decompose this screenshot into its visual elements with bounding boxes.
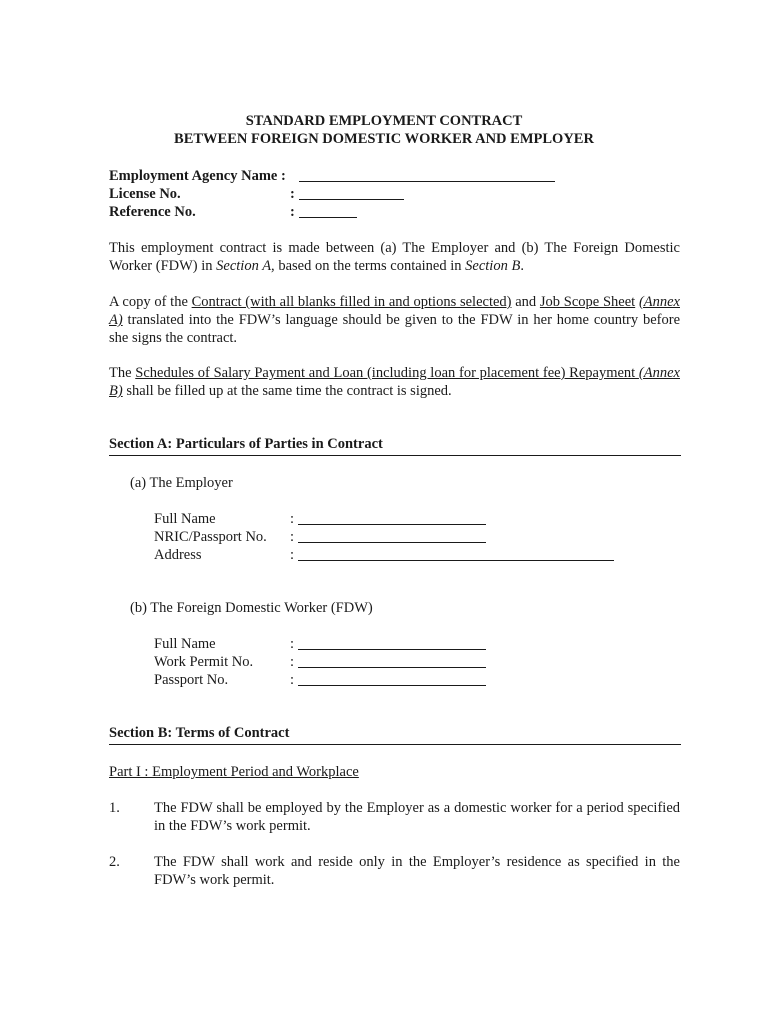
employer-full-name-blank[interactable]: [298, 510, 486, 525]
license-label: License No.: [109, 186, 181, 202]
intro-paragraph-1: This employment contract is made between (a) The Employer and (b) The Foreign Domestic Worker (FDW) in Section A, based on the terms contained in Section B.: [109, 240, 680, 274]
intro-paragraph-3: The Schedules of Salary Payment and Loan (including loan for placement fee) Repayment (Annex B) shall be filled up at the same time the contract is signed.: [109, 365, 680, 399]
employer-heading: (a) The Employer: [130, 475, 233, 491]
agency-name-label: Employment Agency Name :: [109, 168, 286, 184]
clause-2-text: The FDW shall work and reside only in the Employer’s residence as specified in the FDW’s work permit.: [154, 854, 680, 888]
fdw-work-permit-label: Work Permit No.: [154, 654, 254, 670]
intro-paragraph-2: A copy of the Contract (with all blanks filled in and options selected) and Job Scope Sheet (Annex A) translated into the FDW’s language should be given to the FDW in her home country before she signs the contract.: [109, 294, 680, 346]
reference-blank[interactable]: [299, 203, 357, 218]
employer-nric-blank[interactable]: [298, 528, 486, 543]
fdw-full-name-colon: :: [290, 636, 295, 652]
fdw-heading: (b) The Foreign Domestic Worker (FDW): [130, 600, 373, 616]
contract-title-line2: BETWEEN FOREIGN DOMESTIC WORKER AND EMPLOYER: [174, 131, 594, 147]
license-colon: :: [290, 186, 295, 202]
employer-nric-colon: :: [290, 529, 295, 545]
fdw-full-name-label: Full Name: [154, 636, 216, 652]
clause-1-number: 1.: [109, 800, 120, 816]
reference-label: Reference No.: [109, 204, 196, 220]
employer-address-label: Address: [154, 547, 202, 563]
employer-nric-label: NRIC/Passport No.: [154, 529, 267, 545]
fdw-work-permit-colon: :: [290, 654, 295, 670]
employer-address-colon: :: [290, 547, 295, 563]
reference-colon: :: [290, 204, 295, 220]
fdw-passport-colon: :: [290, 672, 295, 688]
clause-1-text: The FDW shall be employed by the Employer as a domestic worker for a period specified in the FDW’s work permit.: [154, 800, 680, 834]
contract-title-line1: STANDARD EMPLOYMENT CONTRACT: [245, 113, 523, 129]
section-b-heading: Section B: Terms of Contract: [109, 724, 681, 745]
part-1-heading: Part I : Employment Period and Workplace: [109, 764, 359, 780]
license-blank[interactable]: [299, 185, 404, 200]
section-a-heading: Section A: Particulars of Parties in Contract: [109, 435, 681, 456]
fdw-passport-label: Passport No.: [154, 672, 229, 688]
employer-full-name-colon: :: [290, 511, 295, 527]
clause-2-number: 2.: [109, 854, 120, 870]
fdw-full-name-blank[interactable]: [298, 635, 486, 650]
employer-full-name-label: Full Name: [154, 511, 216, 527]
agency-name-blank[interactable]: [299, 167, 555, 182]
fdw-passport-blank[interactable]: [298, 671, 486, 686]
fdw-work-permit-blank[interactable]: [298, 653, 486, 668]
employer-address-blank[interactable]: [298, 546, 614, 561]
